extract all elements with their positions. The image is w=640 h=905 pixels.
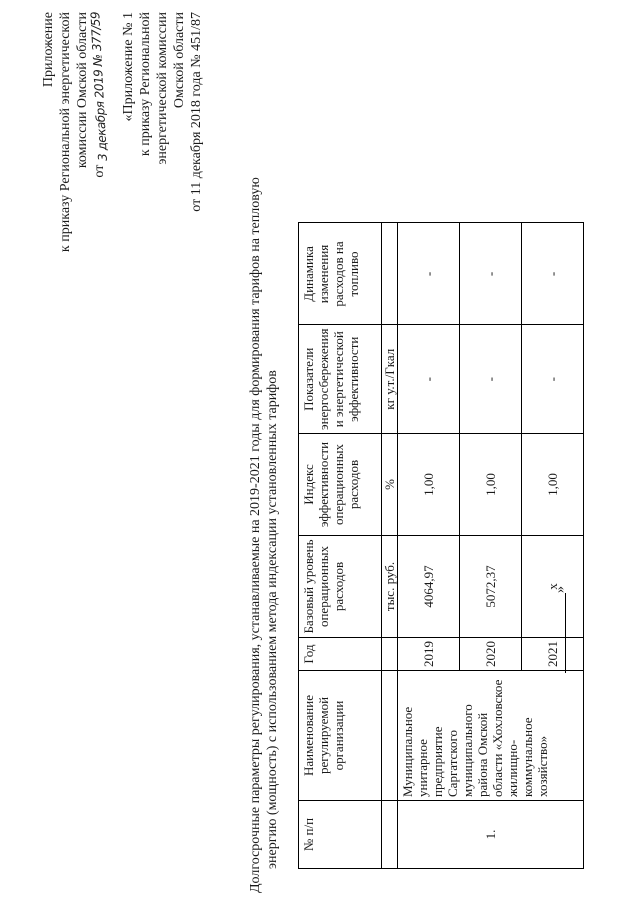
handwritten-date-number: 3 декабря 2019 № 377/59 <box>88 11 110 162</box>
unit-base: тыс. руб. <box>382 536 398 638</box>
appendix-order-line: к приказу Региональной энергетической <box>58 12 73 253</box>
header-fuel-dynamics: Динамика изменения расходов на топливо <box>299 223 382 325</box>
unit-num-empty <box>382 801 398 869</box>
energy-saving-cell: - <box>398 325 460 434</box>
header-energy-saving: Показатели энергосбережения и энергетической эффективности <box>299 325 382 434</box>
efficiency-index-cell: 1,00 <box>522 434 584 536</box>
appendix-title: Приложение <box>41 12 56 88</box>
table-header-row <box>299 223 382 869</box>
header-base-expenses: Базовый уровень операционных расходов <box>299 536 382 638</box>
unit-index: % <box>382 434 398 536</box>
year-cell: 2019 <box>398 638 460 671</box>
year-cell: 2021 <box>522 638 584 671</box>
base-expenses-cell: 5072,37 <box>460 536 522 638</box>
table-units-row <box>382 223 398 869</box>
quoted-region-line: Омской области <box>172 12 187 109</box>
unit-fuel <box>382 223 398 325</box>
header-num: № п/п <box>299 801 382 869</box>
document-title <box>247 13 281 893</box>
unit-org-empty <box>382 671 398 801</box>
efficiency-index-cell: 1,00 <box>460 434 522 536</box>
energy-saving-cell: - <box>460 325 522 434</box>
title-line-2: энергию (мощность) с использованием метода индексации установленных тарифов <box>265 370 280 869</box>
header-efficiency-index: Индекс эффективности операционных расходов <box>299 434 382 536</box>
closing-rule <box>565 593 566 673</box>
fuel-dynamics-cell: - <box>398 223 460 325</box>
header-organization: Наименование регулируемой организации <box>299 671 382 801</box>
fuel-dynamics-cell: - <box>460 223 522 325</box>
title-line-1: Долгосрочные параметры регулирования, устанавливаемые на 2019-2021 годы для формирования тарифов на тепловую <box>248 177 263 893</box>
appendix-date-prefix: от <box>92 164 107 178</box>
row-number: 1. <box>398 801 584 869</box>
base-expenses-cell: 4064,97 <box>398 536 460 638</box>
quoted-order-line: к приказу Региональной <box>138 12 153 157</box>
closing-quote: » <box>553 586 568 593</box>
energy-saving-cell: - <box>522 325 584 434</box>
base-expenses-cell: х <box>522 536 584 638</box>
year-cell: 2020 <box>460 638 522 671</box>
appendix-commission-line: комиссии Омской области <box>75 12 90 169</box>
header-year: Год <box>299 638 382 671</box>
regulation-parameters-table <box>298 222 584 869</box>
appendix-date-line <box>88 11 110 252</box>
table-row <box>398 223 460 869</box>
unit-year-empty <box>382 638 398 671</box>
organization-name: Муниципальное унитарное предприятие Саргатского муниципального района Омской области «Хохловское жилищно-коммунальное хозяйство» <box>398 671 584 801</box>
appendix-header <box>40 12 108 252</box>
quoted-commission-line: энергетической комиссии <box>155 12 170 165</box>
quoted-appendix-title: «Приложение № 1 <box>121 12 136 122</box>
unit-energy: кг у.т./Гкал <box>382 325 398 434</box>
efficiency-index-cell: 1,00 <box>398 434 460 536</box>
quoted-date-line: от 11 декабря 2018 года № 451/87 <box>189 12 204 212</box>
quoted-appendix-header <box>120 12 205 212</box>
fuel-dynamics-cell: - <box>522 223 584 325</box>
